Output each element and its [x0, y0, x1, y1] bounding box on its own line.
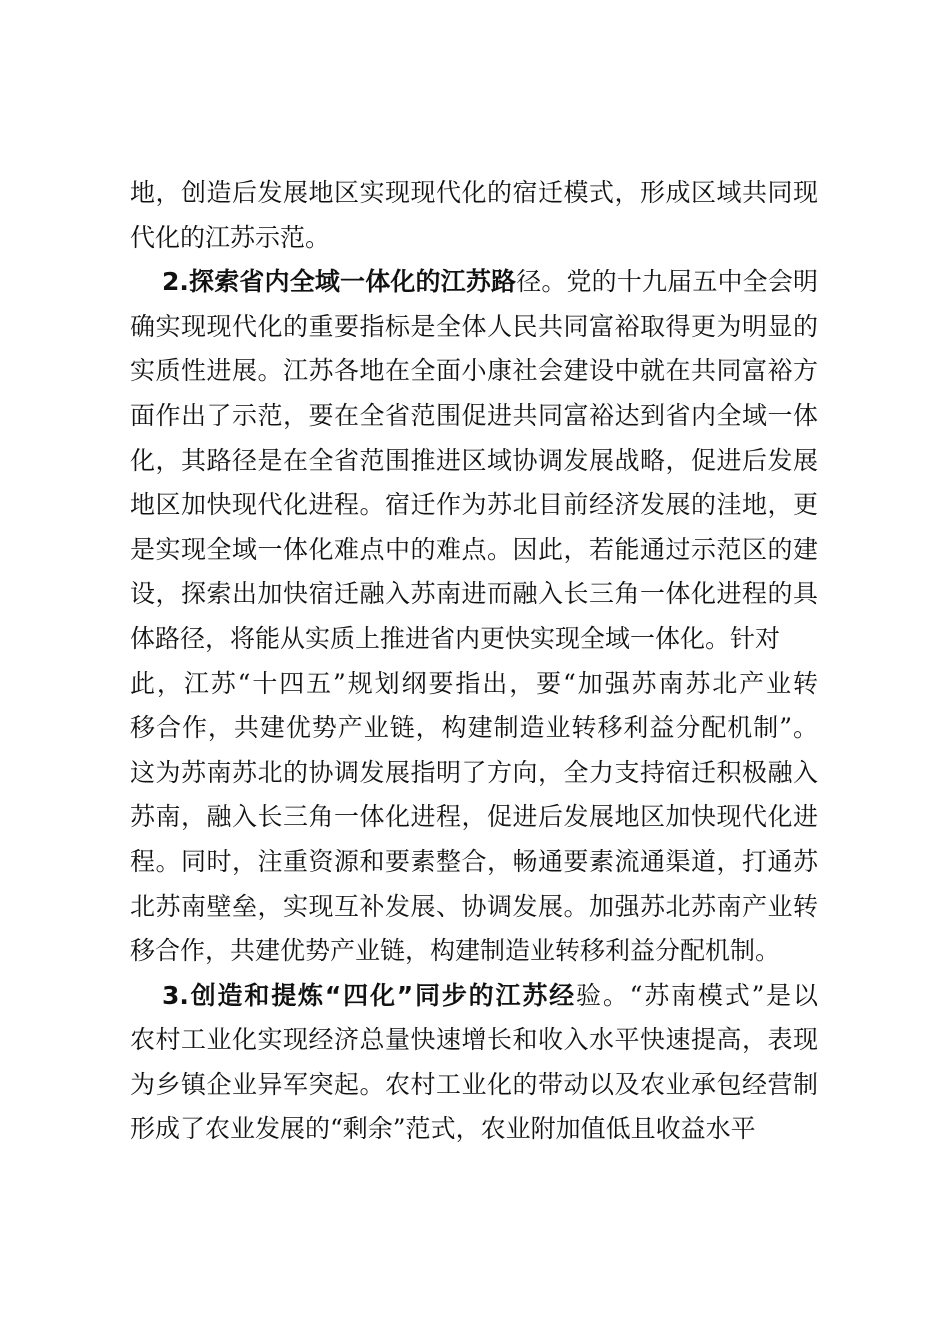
section-heading: 2.探索省内全域一体化的江苏路 [162, 267, 517, 297]
text-line: 实质性进展。江苏各地在全面小康社会建设中就在共同富裕方 [130, 356, 818, 386]
text-line: 移合作，共建优势产业链，构建制造业转移利益分配机制”。 [130, 713, 818, 743]
text-line: 是实现全域一体化难点中的难点。因此，若能通过示范区的建 [130, 534, 818, 564]
text-line: 地区加快现代化进程。宿迁作为苏北目前经济发展的洼地，更 [130, 490, 818, 520]
text-line: 确实现现代化的重要指标是全体人民共同富裕取得更为明显的 [130, 311, 818, 341]
text-line: 径。党的十九届五中全会明 [516, 267, 818, 297]
paragraph-2 [130, 260, 818, 974]
text-line: 地，创造后发展地区实现现代化的宿迁模式，形成区域共同现 [130, 178, 818, 207]
section-heading: 3.创造和提炼“四化”同步的江苏经 [162, 980, 576, 1010]
text-line: 此，江苏“十四五”规划纲要指出，要“加强苏南苏北产业转 [130, 668, 818, 698]
text-line: 移合作，共建优势产业链，构建制造业转移利益分配机制。 [130, 936, 781, 966]
paragraph-1 [130, 171, 818, 260]
text-line: 设，探索出加快宿迁融入苏南进而融入长三角一体化进程的具 [130, 579, 818, 609]
paragraph-3 [130, 974, 818, 1152]
text-line: 体路径，将能从实质上推进省内更快实现全域一体化。针对 [130, 623, 781, 653]
text-line: 代化的江苏示范。 [130, 222, 331, 252]
text-line: 为乡镇企业异军突起。农村工业化的带动以及农业承包经营制 [130, 1069, 818, 1099]
text-line: 农村工业化实现经济总量快速增长和收入水平快速提高，表现 [130, 1025, 818, 1055]
text-line: 形成了农业发展的“剩余”范式，农业附加值低且收益水平 [130, 1114, 756, 1144]
text-line: 验。“苏南模式”是以 [576, 980, 819, 1010]
text-line: 苏南，融入长三角一体化进程，促进后发展地区加快现代化进 [130, 802, 818, 832]
text-line: 化，其路径是在全省范围推进区域协调发展战略，促进后发展 [130, 445, 818, 475]
text-line: 这为苏南苏北的协调发展指明了方向，全力支持宿迁积极融入 [130, 757, 818, 787]
document-body [130, 171, 818, 1152]
text-line: 程。同时，注重资源和要素整合，畅通要素流通渠道，打通苏 [130, 846, 818, 876]
text-line: 面作出了示范，要在全省范围促进共同富裕达到省内全域一体 [130, 400, 818, 430]
text-line: 北苏南壁垒，实现互补发展、协调发展。加强苏北苏南产业转 [130, 891, 818, 921]
